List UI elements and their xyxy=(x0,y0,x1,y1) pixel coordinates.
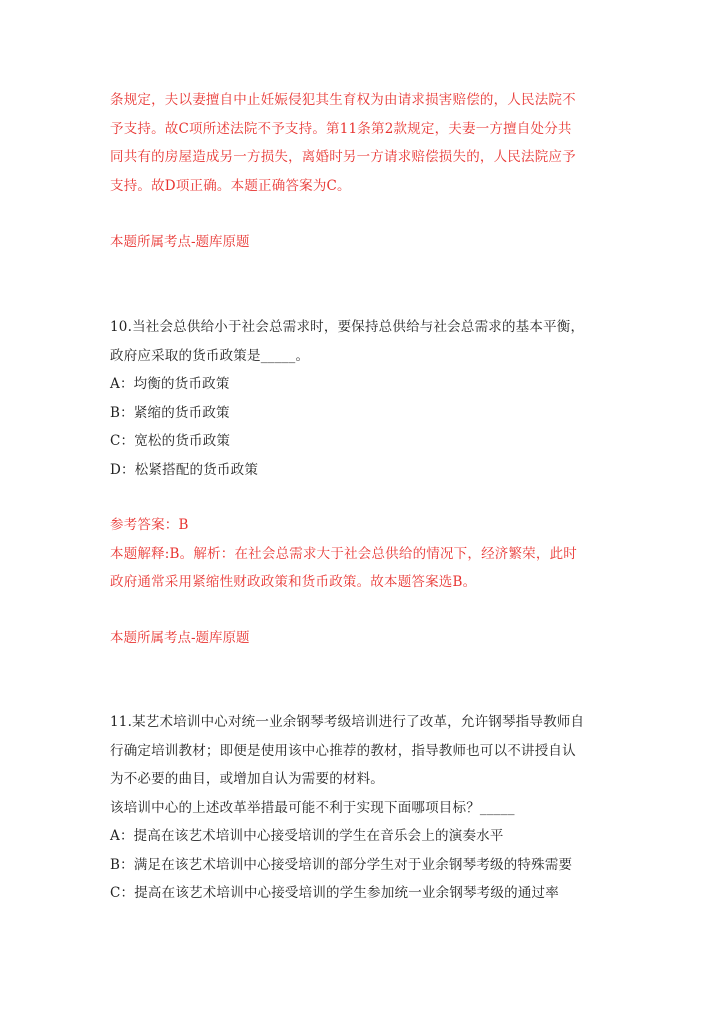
q9-explanation-line: 予支持。故C项所述法院不予支持。第11条第2款规定，夫妻一方擅自处分共 xyxy=(110,120,572,137)
q11-question-line: 11.某艺术培训中心对统一业余钢琴考级培训进行了改革，允许钢琴指导教师自 xyxy=(110,714,585,730)
q10-question xyxy=(110,313,610,484)
q9-footnote: 本题所属考点-题库原题 xyxy=(110,234,250,250)
q9-explanation xyxy=(110,86,610,200)
q10-question-line: 10.当社会总供给小于社会总需求时，要保持总供给与社会总需求的基本平衡， xyxy=(110,319,585,335)
q11-question-line: 该培训中心的上述改革举措最可能不利于实现下面哪项目标？_____ xyxy=(110,799,515,816)
q11-question xyxy=(110,708,610,908)
q10-footnote: 本题所属考点-题库原题 xyxy=(110,630,250,646)
q11-question-line: 为不必要的曲目，或增加自认为需要的材料。 xyxy=(110,771,384,787)
q10-question-line: 政府应采取的货币政策是_____。 xyxy=(110,347,310,364)
q10-answer: 参考答案：B xyxy=(110,517,189,533)
q10-explanation-line: 本题解释:B。解析：在社会总需求大于社会总供给的情况下，经济繁荣，此时 xyxy=(110,545,577,562)
q11-option-c: C：提高在该艺术培训中心接受培训的学生参加统一业余钢琴考级的通过率 xyxy=(110,885,559,901)
q10-option-b: B：紧缩的货币政策 xyxy=(110,404,230,421)
q10-option-a: A：均衡的货币政策 xyxy=(110,376,230,392)
q9-explanation-line: 条规定，夫以妻擅自中止妊娠侵犯其生育权为由请求损害赔偿的，人民法院不 xyxy=(110,92,576,108)
q10-option-c: C：宽松的货币政策 xyxy=(110,433,231,449)
q9-explanation-line: 同共有的房屋造成另一方损失，离婚时另一方请求赔偿损失的，人民法院应予 xyxy=(110,149,576,165)
q10-explanation-line: 政府通常采用紧缩性财政政策和货币政策。故本题答案选B。 xyxy=(110,574,477,590)
q10-answer-block xyxy=(110,511,610,597)
q11-option-b: B：满足在该艺术培训中心接受培训的部分学生对于业余钢琴考级的特殊需要 xyxy=(110,856,573,873)
q9-explanation-line: 支持。故D项正确。本题正确答案为C。 xyxy=(110,177,351,194)
q10-option-d: D：松紧搭配的货币政策 xyxy=(110,461,259,478)
q11-question-line: 行确定培训教材；即便是使用该中心推荐的教材，指导教师也可以不讲授自认 xyxy=(110,742,576,759)
q11-option-a: A：提高在该艺术培训中心接受培训的学生在音乐会上的演奏水平 xyxy=(110,828,504,844)
